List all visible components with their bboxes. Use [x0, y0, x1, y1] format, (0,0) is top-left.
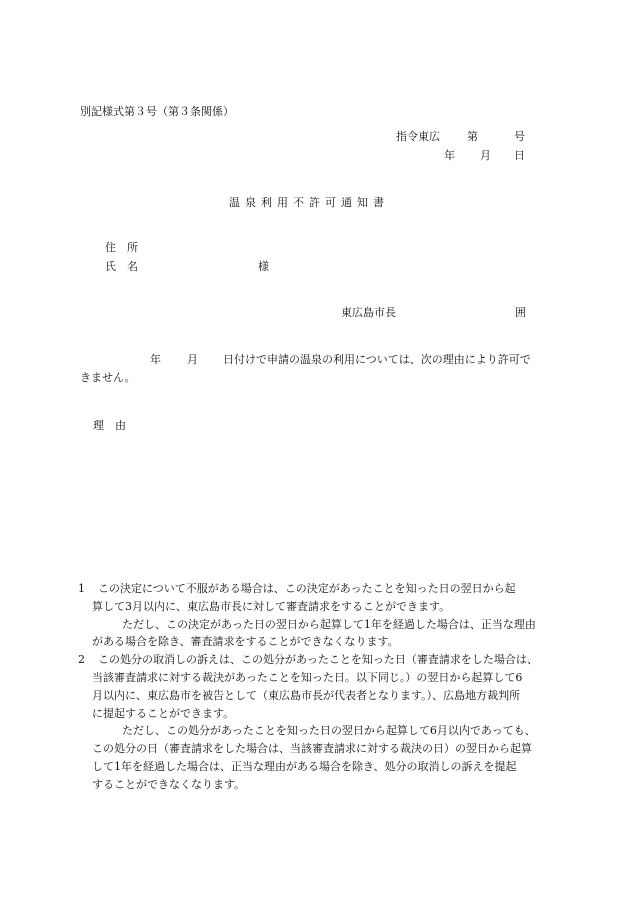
body-date-month: 月 — [187, 353, 198, 366]
note-2-line-6: この処分の日（審査請求をした場合は、当該審査請求に対する裁決の日）の翌日から起算 — [92, 742, 532, 756]
form-label: 別記様式第３号（第３条関係） — [80, 105, 234, 118]
note-1-line-3: ただし、この決定があった日の翌日から起算して1年を経過した場合は、正当な理由 — [122, 617, 536, 631]
body-date-year: 年 — [150, 353, 161, 366]
body-line-1: 日付けで申請の温泉の利用については、次の理由により許可で — [223, 353, 531, 366]
reference-dai: 第 — [467, 130, 478, 143]
honorific: 様 — [258, 260, 269, 273]
reference-prefix: 指令東広 — [396, 130, 440, 143]
note-2-line-4: に提起することができます。 — [92, 706, 235, 720]
note-2-line-8: することができなくなります。 — [92, 777, 246, 791]
address-label: 住 所 — [105, 241, 138, 254]
date-month: 月 — [480, 149, 491, 162]
note-2-line-3: 月以内に、東広島市を被告として（東広島市長が代表者となります。）、広島地方裁判所 — [92, 688, 521, 702]
seal-mark: 囲 — [515, 306, 526, 319]
note-2-line-5: ただし、この処分があったことを知った日の翌日から起算して6月以内であっても、 — [122, 724, 536, 738]
note-2-line-1: 2 この処分の取消しの訴えは、この処分があったことを知った日（審査請求をした場合は、 — [78, 651, 558, 669]
notes-section — [78, 580, 558, 794]
note-1-line-1: 1 この決定について不服がある場合は、この決定があったことを知った日の翌日から起 — [78, 580, 558, 598]
date-day: 日 — [514, 149, 525, 162]
note-2-number: 2 — [78, 653, 85, 667]
name-label: 氏 名 — [105, 260, 138, 273]
body-line-2: きません。 — [80, 371, 136, 384]
date-year: 年 — [444, 149, 455, 162]
note-1-line-2: 算して3月以内に、東広島市長に対して審査請求をすることができます。 — [92, 599, 451, 613]
reference-go: 号 — [514, 130, 525, 143]
note-2-line-2: 当該審査請求に対する裁決があったことを知った日。以下同じ。）の翌日から起算して6 — [92, 670, 523, 684]
document-title: 温泉利用不許可通知書 — [229, 196, 389, 209]
note-1-line-4: がある場合を除き、審査請求をすることができなくなります。 — [92, 635, 399, 649]
reason-label: 理 由 — [93, 419, 126, 432]
issuer-name: 東広島市長 — [341, 306, 396, 319]
note-1-number: 1 — [78, 582, 85, 595]
note-2-line-7: して1年を経過した場合は、正当な理由がある場合を除き、処分の取消しの訴えを提起 — [92, 759, 517, 773]
